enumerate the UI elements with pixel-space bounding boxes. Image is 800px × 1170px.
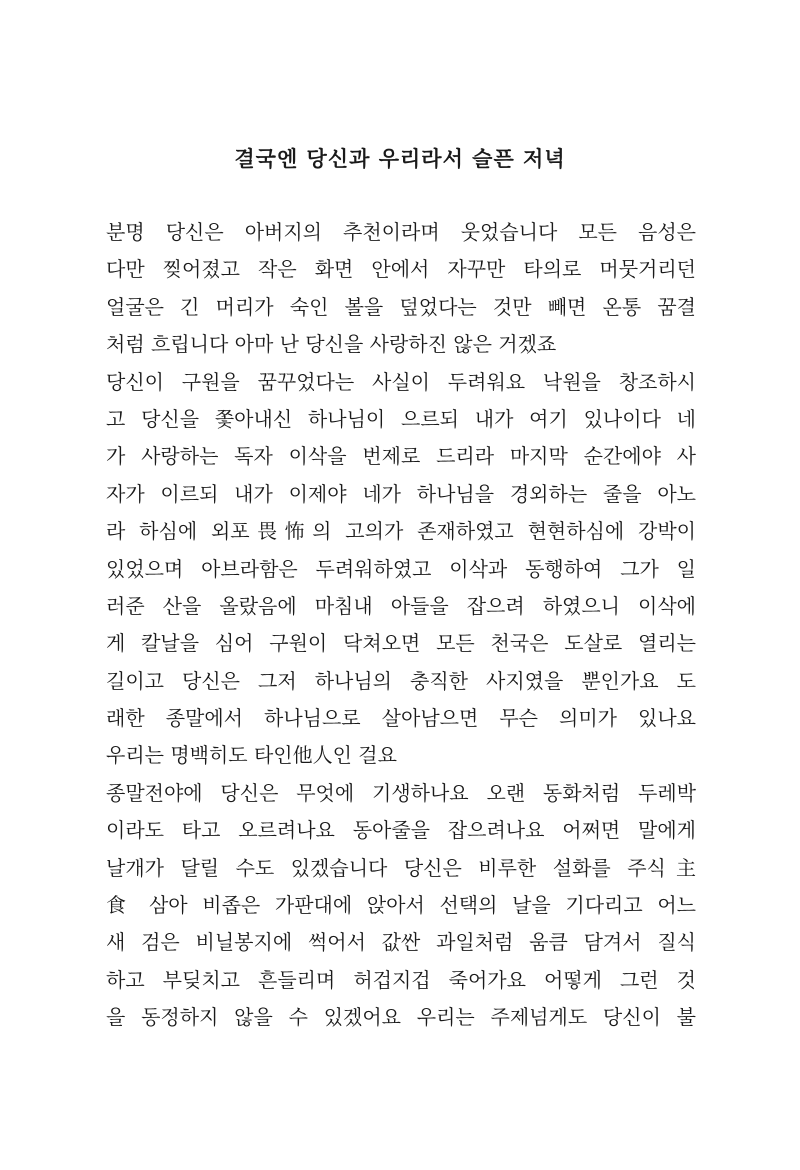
- text-line: 가 사랑하는 독자 이삭을 번제로 드리라 마지막 순간에야 사: [106, 444, 696, 469]
- text-line: 있었으며 아브라함은 두려워하였고 이삭과 동행하여 그가 일: [106, 556, 696, 581]
- text-line: 러준 산을 올랐음에 마침내 아들을 잡으려 하였으니 이삭에: [106, 593, 696, 618]
- text-line: 자가 이르되 내가 이제야 네가 하나님을 경외하는 줄을 아노: [106, 481, 696, 506]
- document-title: 결국엔 당신과 우리라서 슬픈 저녁: [234, 146, 566, 171]
- text-line: 당신이 구원을 꿈꾸었다는 사실이 두려워요 낙원을 창조하시: [106, 369, 696, 394]
- text-line: 우리는 명백히도 타인他人인 걸요: [106, 743, 397, 768]
- text-line: 래한 종말에서 하나님으로 살아남으면 무슨 의미가 있나요: [106, 706, 696, 731]
- text-line: 게 칼날을 심어 구원이 닥쳐오면 모든 천국은 도살로 열리는: [106, 631, 696, 656]
- text-line: 분명 당신은 아버지의 추천이라며 웃었습니다 모든 음성은: [106, 220, 696, 244]
- document-body: [106, 214, 696, 1037]
- text-line: 얼굴은 긴 머리가 숙인 볼을 덮었다는 것만 빼면 온통 꿈결: [106, 294, 696, 319]
- text-line: 고 당신을 쫓아내신 하나님이 으르되 내가 여기 있나이다 네: [106, 406, 696, 431]
- text-line: 이라도 타고 오르려나요 동아줄을 잡으려나요 어쩌면 말에게: [106, 818, 696, 843]
- text-line: 길이고 당신은 그저 하나님의 충직한 사지였을 뿐인가요 도: [106, 668, 696, 693]
- text-line: 을 동정하지 않을 수 있겠어요 우리는 주제넘게도 당신이 불: [106, 1005, 696, 1030]
- text-line: 食 삼아 비좁은 가판대에 앉아서 선택의 날을 기다리고 어느: [106, 893, 696, 918]
- text-line: 종말전야에 당신은 무엇에 기생하나요 오랜 동화처럼 두레박: [106, 780, 696, 805]
- text-line: 다만 찢어졌고 작은 화면 안에서 자꾸만 타의로 머뭇거리던: [106, 257, 696, 282]
- text-line: 처럼 흐립니다 아마 난 당신을 사랑하진 않은 거겠죠: [106, 332, 557, 357]
- text-line: 라 하심에 외포畏怖의 고의가 존재하였고 현현하심에 강박이: [106, 519, 696, 544]
- text-line: 날개가 달릴 수도 있겠습니다 당신은 비루한 설화를 주식主: [106, 855, 696, 880]
- text-line: 하고 부딪치고 흔들리며 허겁지겁 죽어가요 어떻게 그런 것: [106, 967, 696, 992]
- text-line: 새 검은 비닐봉지에 썩어서 값싼 과일처럼 움큼 담겨서 질식: [106, 930, 696, 955]
